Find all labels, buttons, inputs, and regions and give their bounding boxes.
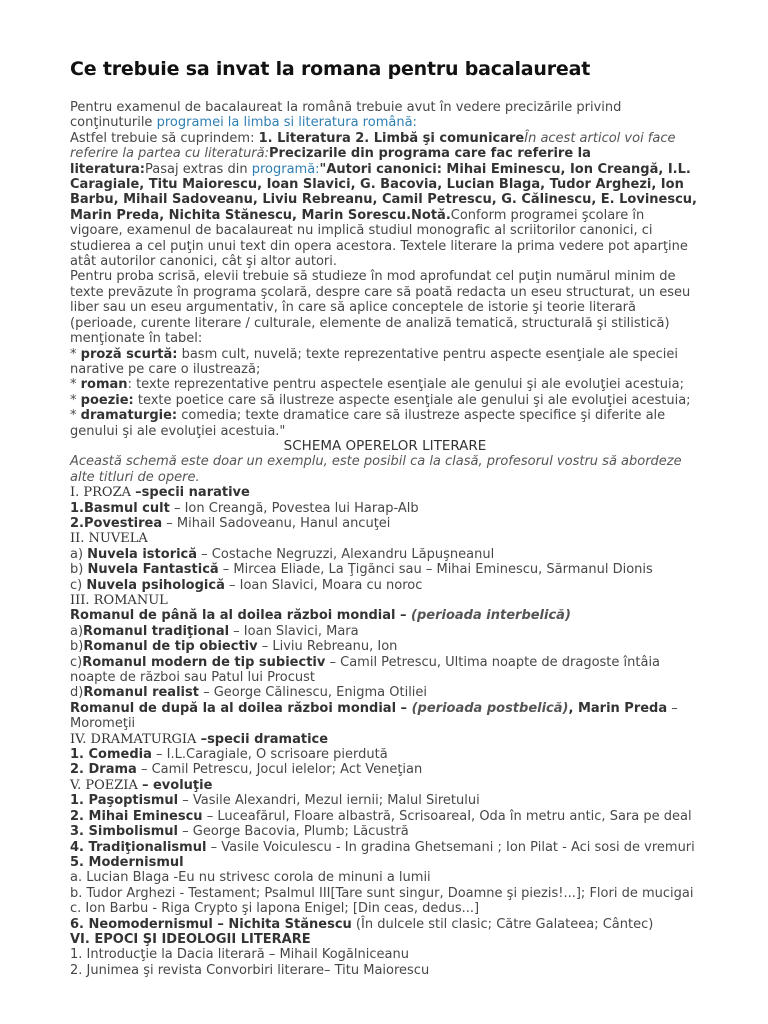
section-heading: III. ROMANUL [70,593,168,608]
intro-italic: În acest articol voi face referire la partea cu literatură: [70,130,676,162]
intro-paragraph-3: Pentru proba scrisă, elevii trebuie să studieze în mod aprofundat cel puţin numărul minim de texte prevăzute în programa şcolară, despre care să poată redacta un eseu structurat, un eseu liber sau un eseu argumentativ, în care să aplice conceptele de istorie şi teorie literară (perioade, curente literare / culturale, elemente de analiză tematică, structurală şi stilistică) menţionate în tabel: [70,269,691,347]
list-item: b. Tudor Arghezi - Testament; Psalmul III[Tare sunt singur, Doamne şi piezis!...]; Flori de mucigai [70,885,694,901]
note-label: Notă. [411,207,451,223]
list-item [70,840,700,855]
intro-text: Astfel trebuie să cuprindem: [70,130,259,146]
list-item [70,547,700,562]
subsection-period: (perioada postbelică) [411,700,569,716]
item-text: – Costache Negruzzi, Alexandru Lăpuşneanul [197,546,495,562]
page-title: Ce trebuie sa invat la romana pentru bacalaureat [70,58,591,80]
item-label: 5. Modernismul [70,854,184,870]
schema-heading: SCHEMA OPERELOR LITERARE [283,437,487,454]
list-item: c. Ion Barbu - Riga Crypto şi lapona Enigel; [Din ceas, dedus...] [70,901,480,917]
subsection-period: (perioada interbelică) [411,608,571,624]
programa-link-2[interactable]: programă: [251,161,320,177]
item-text: – Camil Petrescu, Ultima noapte de dragoste întâia noapte de război sau Patul lui Procust [70,654,661,686]
bullet-text: comedia; texte dramatice care să ilustreze aspecte specifice şi diferite ale genului şi ale evoluţiei acestuia." [70,408,666,439]
list-item [70,685,700,700]
list-item [70,824,700,839]
list-item [70,855,700,870]
section-heading: VI. EPOCI ŞI IDEOLOGII LITERARE [70,931,311,947]
item-prefix: d) [70,685,84,701]
item-text: – Camil Petrescu, Jocul ielelor; Act Veneţian [136,762,423,778]
item-text: – Mihail Sadoveanu, Hanul ancuţei [162,515,391,531]
section-heading: V. POEZIA [70,777,142,793]
item-text: – Ioan Slavici, Moara cu noroc [224,577,423,593]
list-item [70,516,700,531]
subsection-author: , Marin Preda [568,700,668,716]
bullet-text: basm cult, nuvelă; texte reprezentative pentru aspecte esenţiale ale speciei narative pe care o ilustrează; [70,346,678,377]
item-prefix: a) [70,623,84,639]
section-heading-epoci [70,932,700,947]
item-text: – George Călinescu, Enigma Otiliei [198,685,428,701]
list-item [70,917,700,932]
list-item [70,655,700,686]
item-label: Nuvela psihologică [86,577,225,593]
intro-bold: 1. Literatura 2. Limbă şi comunicare [258,130,525,146]
section-heading-dramaturgia [70,732,700,747]
canonical-authors: "Autori canonici: Mihai Eminescu, Ion Creangă, I.L. Caragiale, Titu Maiorescu, Ioan Slavici, G. Bacovia, Lucian Blaga, Tudor Arghezi, Ion Barbu, Mihail Sadoveanu, Liviu Rebreanu, Camil Petrescu, G. Călinescu, E. Lovinescu, Marin Preda, Nichita Stănescu, Marin Sorescu. [70,161,697,223]
item-label: 4. Tradiţionalismul [70,839,207,855]
item-label: 1. Comedia [70,747,152,763]
list-item: 2. Junimea şi revista Convorbiri literare– Titu Maiorescu [70,962,430,978]
document-page [70,58,700,978]
subsection-heading [70,608,700,623]
bullet-marker: * [70,392,81,408]
article-body [70,100,700,978]
bullet-text: texte poetice care să ilustreze aspecte esenţiale ale genului şi ale evoluţiei acestuia; [133,392,691,408]
item-label: 2. Mihai Eminescu [70,808,203,824]
subsection-title: Romanul de până la al doilea război mondial – [70,608,412,624]
list-item [70,809,700,824]
item-label: 3. Simbolismul [70,824,179,840]
section-subtitle: – evoluţie [141,777,213,793]
bullet-label: roman [80,377,128,393]
item-prefix: c) [70,654,83,670]
item-text: – Moromeţii [70,700,678,732]
item-label: Romanul modern de tip subiectiv [82,654,326,670]
bullet-item [70,393,700,408]
item-label: Nuvela Fantastică [87,562,219,578]
section-heading-proza [70,485,700,500]
item-label: 1. Paşoptismul [70,793,179,809]
item-label: Romanul de tip obiectiv [83,639,258,655]
list-item [70,747,700,762]
list-item [70,624,700,639]
item-text: – I.L.Caragiale, O scrisoare pierdută [151,747,388,763]
schema-note [70,454,700,485]
bullet-text: : texte reprezentative pentru aspectele esenţiale ale genului şi ale evoluţiei acestuia; [127,377,684,393]
section-subtitle: –specii dramatice [200,731,329,747]
item-text: – Vasile Alexandri, Mezul iernii; Malul Siretului [178,793,480,809]
list-item [70,793,700,808]
list-item: a. Lucian Blaga -Eu nu strivesc corola de minuni a lumii [70,870,431,886]
list-item: 1. Introducţie la Dacia literară – Mihail Kogălniceanu [70,947,409,963]
item-text: – Ioan Slavici, Mara [229,623,359,639]
item-text: – Mircea Eliade, La Ţigănci sau – Mihai Eminescu, Sărmanul Dionis [218,562,653,578]
item-prefix: a) [70,546,88,562]
section-heading: I. PROZA [70,485,136,501]
item-text: – Vasile Voiculescu - In gradina Ghetsemani ; Ion Pilat - Aci sosi de vremuri [206,839,695,855]
intro-text: Pentru examenul de bacalaureat la română trebuie avut în vedere precizările privind conţinuturile [70,100,622,131]
item-text: – George Bacovia, Plumb; Lăcustră [178,824,409,840]
section-heading: II. NUVELA [70,531,148,547]
schema-note-text: Această schemă este doar un exemplu, este posibil ca la clasă, profesorul vostru să abordeze alte titluri de opere. [70,454,682,485]
item-text: – Liviu Rebreanu, Ion [257,639,398,655]
intro-paragraph-2 [70,131,700,270]
intro-text: Conform programei şcolare în vigoare, examenul de bacalaureat nu implică studiul monografic al scriitorilor canonici, ci studierea a cel puţin unui text din opera acestora. Textele literare la prima vedere pot aparţine atât autorilor canonici, cât şi altor autori. [70,207,688,270]
item-label: 2. Drama [70,762,137,778]
item-label: Romanul realist [83,685,199,701]
bullet-item [70,408,700,439]
bullet-label: dramaturgie: [80,408,178,424]
section-heading-romanul [70,593,700,608]
list-item [70,562,700,577]
subsection-title: Romanul de după la al doilea război mondial – [70,700,412,716]
section-heading-nuvela [70,531,700,546]
item-label: Nuvela istorică [87,546,198,562]
item-text: – Luceafărul, Floare albastră, ScrisoareaI, Oda în metru antic, Sara pe deal [202,808,692,824]
section-subtitle: –specii narative [135,485,250,501]
subsection-heading [70,701,700,732]
bullet-label: poezie: [80,392,134,408]
item-prefix: b) [70,639,84,655]
bullet-label: proză scurtă: [80,346,178,362]
intro-text: Pasaj extras din [144,161,252,177]
bullet-marker: * [70,408,81,424]
item-prefix: b) [70,562,88,578]
intro-bold: Precizarile din programa care fac referire la literatura: [70,146,591,177]
list-item [70,639,700,654]
item-label: 6. Neomodernismul – Nichita Stănescu [70,916,352,932]
item-text: – Ion Creangă, Povestea lui Harap-Alb [169,500,419,516]
section-heading: IV. DRAMATURGIA [70,731,201,747]
item-text: (În dulcele stil clasic; Către Galateea; Cântec) [351,916,654,932]
bullet-item [70,377,700,392]
item-label: Romanul tradiţional [83,623,230,639]
programa-link[interactable]: programei la limba si literatura română: [156,115,417,131]
list-item [70,762,700,777]
section-heading-poezia [70,778,700,793]
intro-paragraph-1 [70,100,700,131]
list-item [70,501,700,516]
bullet-item [70,347,700,378]
list-item [70,578,700,593]
item-prefix: c) [70,577,87,593]
item-label: 2.Povestirea [70,515,163,531]
item-label: 1.Basmul cult [70,500,170,516]
bullet-marker: * [70,377,81,393]
bullet-marker: * [70,346,81,362]
